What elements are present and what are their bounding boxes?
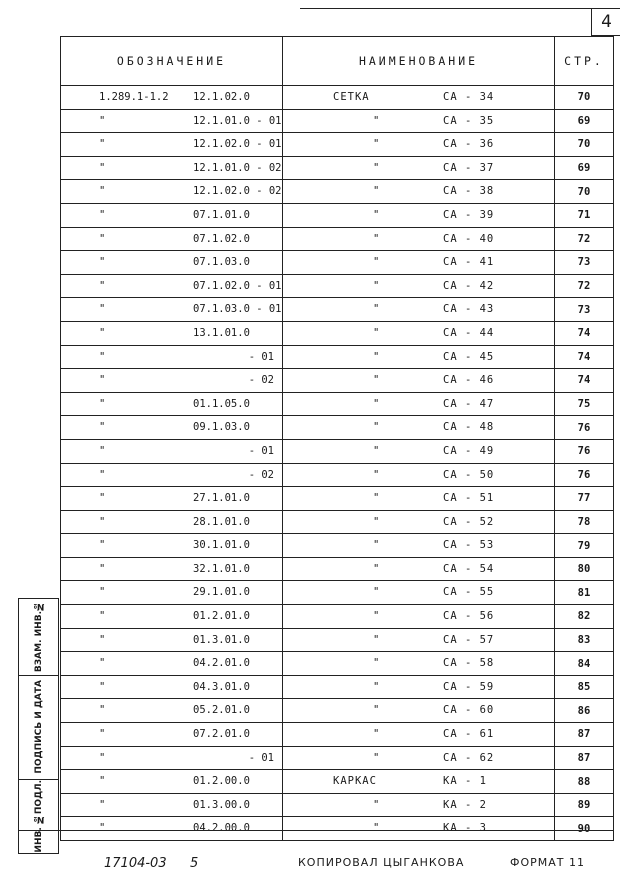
code-prefix: " — [99, 633, 106, 646]
code-cell — [61, 817, 283, 841]
item-code: СА - 42 — [443, 279, 495, 292]
code-cell — [61, 723, 283, 747]
page-ref: 73 — [555, 298, 614, 322]
page-ref: 70 — [555, 180, 614, 204]
table-row — [61, 203, 614, 227]
table-row — [61, 652, 614, 676]
name-cell — [283, 793, 555, 817]
name-cell — [283, 605, 555, 629]
name-cell — [283, 180, 555, 204]
ditto-mark: " — [373, 633, 380, 646]
code-cell — [61, 274, 283, 298]
code-cell — [61, 487, 283, 511]
code-cell — [61, 557, 283, 581]
item-code: СА - 52 — [443, 515, 495, 528]
ditto-mark: " — [373, 374, 380, 387]
code-value: 04.2.00.0 — [193, 822, 250, 835]
ditto-mark: " — [373, 515, 380, 528]
table-row — [61, 274, 614, 298]
ditto-mark: " — [373, 586, 380, 599]
item-code: КА - 1 — [443, 775, 487, 788]
name-cell — [283, 675, 555, 699]
name-cell — [283, 298, 555, 322]
table-row — [61, 463, 614, 487]
name-cell — [283, 274, 555, 298]
code-cell — [61, 203, 283, 227]
table-row — [61, 605, 614, 629]
table-row — [61, 439, 614, 463]
name-cell — [283, 369, 555, 393]
name-cell — [283, 156, 555, 180]
name-cell — [283, 652, 555, 676]
page-number — [591, 8, 620, 36]
page-ref: 87 — [555, 723, 614, 747]
code-cell — [61, 581, 283, 605]
code-prefix: " — [99, 822, 106, 835]
code-cell — [61, 133, 283, 157]
table-row — [61, 416, 614, 440]
table-row — [61, 510, 614, 534]
table-row — [61, 628, 614, 652]
code-cell — [61, 109, 283, 133]
code-prefix: " — [99, 208, 106, 221]
header-page: СТР. — [555, 37, 614, 86]
code-suffix: - 01 — [248, 751, 274, 764]
name-cell — [283, 581, 555, 605]
code-prefix: " — [99, 185, 106, 198]
page-ref: 76 — [555, 439, 614, 463]
ditto-mark: " — [373, 161, 380, 174]
name-cell — [283, 534, 555, 558]
code-cell — [61, 392, 283, 416]
code-cell — [61, 628, 283, 652]
stamp-signature-date — [19, 675, 58, 780]
code-prefix: " — [99, 279, 106, 292]
code-cell — [61, 699, 283, 723]
table-row — [61, 557, 614, 581]
page-ref: 83 — [555, 628, 614, 652]
code-value: 12.1.01.0 - 02 — [193, 161, 282, 174]
code-value: 01.2.01.0 — [193, 610, 250, 623]
ditto-mark: " — [373, 798, 380, 811]
name-cell — [283, 746, 555, 770]
table-row — [61, 86, 614, 110]
table-row — [61, 392, 614, 416]
page-ref: 87 — [555, 746, 614, 770]
page-ref: 88 — [555, 770, 614, 794]
page-ref: 74 — [555, 369, 614, 393]
item-code: СА - 38 — [443, 185, 495, 198]
code-value: 07.1.02.0 - 01 — [193, 279, 282, 292]
ditto-mark: " — [373, 185, 380, 198]
item-code: СА - 57 — [443, 633, 495, 646]
code-prefix: " — [99, 161, 106, 174]
page-ref: 77 — [555, 487, 614, 511]
code-value: 07.2.01.0 — [193, 728, 250, 741]
ditto-mark: " — [373, 256, 380, 269]
page-ref: 78 — [555, 510, 614, 534]
name-cell — [283, 557, 555, 581]
code-prefix: " — [99, 138, 106, 151]
code-cell — [61, 369, 283, 393]
code-cell — [61, 416, 283, 440]
code-cell — [61, 675, 283, 699]
code-cell — [61, 510, 283, 534]
code-value: 01.2.00.0 — [193, 775, 250, 788]
ditto-mark: " — [373, 680, 380, 693]
item-code: СА - 47 — [443, 397, 495, 410]
ditto-mark: " — [373, 657, 380, 670]
code-prefix: " — [99, 728, 106, 741]
page-ref: 80 — [555, 557, 614, 581]
code-prefix: " — [99, 256, 106, 269]
code-cell — [61, 345, 283, 369]
code-value: 13.1.01.0 — [193, 326, 250, 339]
name-cell — [283, 345, 555, 369]
item-code: СА - 60 — [443, 704, 495, 717]
stamp-inv-replaced — [19, 599, 58, 676]
page-ref: 85 — [555, 675, 614, 699]
item-name: СЕТКА — [333, 91, 370, 103]
page-ref: 70 — [555, 133, 614, 157]
page-ref: 73 — [555, 251, 614, 275]
table-row — [61, 227, 614, 251]
name-cell — [283, 817, 555, 841]
code-value: 07.1.03.0 - 01 — [193, 303, 282, 316]
code-cell — [61, 86, 283, 110]
item-code: СА - 54 — [443, 562, 495, 575]
ditto-mark: " — [373, 539, 380, 552]
code-cell — [61, 770, 283, 794]
table-row — [61, 345, 614, 369]
item-code: СА - 62 — [443, 751, 495, 764]
page-ref: 72 — [555, 274, 614, 298]
item-code: СА - 53 — [443, 539, 495, 552]
code-value: 07.1.01.0 — [193, 208, 250, 221]
name-cell — [283, 723, 555, 747]
code-prefix: " — [99, 492, 106, 505]
ditto-mark: " — [373, 751, 380, 764]
name-cell — [283, 321, 555, 345]
code-prefix: " — [99, 114, 106, 127]
table-row — [61, 534, 614, 558]
code-cell — [61, 439, 283, 463]
ditto-mark: " — [373, 468, 380, 481]
item-code: СА - 44 — [443, 326, 495, 339]
table-row — [61, 180, 614, 204]
ditto-mark: " — [373, 610, 380, 623]
page-ref: 76 — [555, 416, 614, 440]
name-cell — [283, 628, 555, 652]
item-code: СА - 59 — [443, 680, 495, 693]
code-prefix: " — [99, 303, 106, 316]
name-cell — [283, 251, 555, 275]
name-cell — [283, 86, 555, 110]
ditto-mark: " — [373, 822, 380, 835]
page-ref: 70 — [555, 86, 614, 110]
name-cell — [283, 463, 555, 487]
table-row — [61, 770, 614, 794]
code-value: 28.1.01.0 — [193, 515, 250, 528]
table-row — [61, 298, 614, 322]
code-prefix: " — [99, 586, 106, 599]
code-prefix: " — [99, 374, 106, 387]
code-suffix: - 01 — [248, 350, 274, 363]
code-suffix: - 02 — [248, 374, 274, 387]
code-cell — [61, 156, 283, 180]
item-code: СА - 37 — [443, 161, 495, 174]
code-prefix: " — [99, 468, 106, 481]
table-row — [61, 321, 614, 345]
code-value: 12.1.02.0 - 01 — [193, 138, 282, 151]
code-prefix: 1.289.1-1.2 — [99, 91, 169, 103]
code-prefix: " — [99, 775, 106, 788]
code-cell — [61, 298, 283, 322]
table-row — [61, 369, 614, 393]
footer-copied-by: КОПИРОВАЛ ЦЫГАНКОВА — [298, 856, 465, 869]
item-code: СА - 58 — [443, 657, 495, 670]
item-code: СА - 50 — [443, 468, 495, 481]
table-row — [61, 581, 614, 605]
code-cell — [61, 534, 283, 558]
page-ref: 84 — [555, 652, 614, 676]
name-cell — [283, 416, 555, 440]
name-cell — [283, 203, 555, 227]
code-value: 12.1.02.0 - 02 — [193, 185, 282, 198]
name-cell — [283, 227, 555, 251]
code-prefix: " — [99, 657, 106, 670]
code-prefix: " — [99, 562, 106, 575]
page-ref: 82 — [555, 605, 614, 629]
footer-sheet: 5 — [190, 856, 199, 871]
item-code: КА - 3 — [443, 822, 487, 835]
table-row — [61, 793, 614, 817]
page-ref: 74 — [555, 345, 614, 369]
ditto-mark: " — [373, 444, 380, 457]
ditto-mark: " — [373, 279, 380, 292]
code-suffix: - 02 — [248, 468, 274, 481]
item-code: СА - 36 — [443, 138, 495, 151]
ditto-mark: " — [373, 350, 380, 363]
item-code: СА - 40 — [443, 232, 495, 245]
code-value: 04.3.01.0 — [193, 680, 250, 693]
code-cell — [61, 746, 283, 770]
ditto-mark: " — [373, 492, 380, 505]
stamp-inv-original-label: ИНВ. №ПОДЛ. — [33, 779, 44, 853]
page-ref: 86 — [555, 699, 614, 723]
code-value: 29.1.01.0 — [193, 586, 250, 599]
item-code: СА - 39 — [443, 208, 495, 221]
code-prefix: " — [99, 421, 106, 434]
code-value: 07.1.03.0 — [193, 256, 250, 269]
item-code: СА - 51 — [443, 492, 495, 505]
header-name: НАИМЕНОВАНИЕ — [283, 37, 555, 86]
page-number-text: 4 — [601, 11, 612, 32]
name-cell — [283, 510, 555, 534]
item-code: СА - 34 — [443, 91, 495, 103]
code-prefix: " — [99, 680, 106, 693]
page-ref: 90 — [555, 817, 614, 841]
code-prefix: " — [99, 751, 106, 764]
name-cell — [283, 392, 555, 416]
ditto-mark: " — [373, 138, 380, 151]
page-ref: 79 — [555, 534, 614, 558]
code-value: 12.1.02.0 — [193, 91, 250, 103]
name-cell — [283, 699, 555, 723]
item-code: СА - 45 — [443, 350, 495, 363]
code-cell — [61, 227, 283, 251]
item-code: СА - 35 — [443, 114, 495, 127]
item-code: СА - 61 — [443, 728, 495, 741]
footer-inventory: 17104-03 — [104, 856, 167, 871]
item-code: СА - 48 — [443, 421, 495, 434]
code-cell — [61, 605, 283, 629]
code-prefix: " — [99, 539, 106, 552]
item-code: СА - 49 — [443, 444, 495, 457]
name-cell — [283, 133, 555, 157]
code-cell — [61, 251, 283, 275]
code-prefix: " — [99, 397, 106, 410]
item-code: СА - 43 — [443, 303, 495, 316]
code-prefix: " — [99, 704, 106, 717]
code-suffix: - 01 — [248, 444, 274, 457]
code-prefix: " — [99, 798, 106, 811]
table-row — [61, 487, 614, 511]
name-cell — [283, 770, 555, 794]
ditto-mark: " — [373, 326, 380, 339]
stamp-inv-original — [19, 779, 58, 853]
table-row — [61, 675, 614, 699]
name-cell — [283, 439, 555, 463]
header-code: ОБОЗНАЧЕНИЕ — [61, 37, 283, 86]
ditto-mark: " — [373, 421, 380, 434]
code-prefix: " — [99, 232, 106, 245]
table-row — [61, 156, 614, 180]
page-ref: 81 — [555, 581, 614, 605]
bottom-rule — [18, 830, 613, 831]
item-code: КА - 2 — [443, 798, 487, 811]
table-row — [61, 109, 614, 133]
item-name: КАРКАС — [333, 775, 377, 788]
ditto-mark: " — [373, 232, 380, 245]
code-value: 12.1.01.0 - 01 — [193, 114, 282, 127]
item-code: СА - 56 — [443, 610, 495, 623]
page-ref: 75 — [555, 392, 614, 416]
ditto-mark: " — [373, 208, 380, 221]
page-ref: 71 — [555, 203, 614, 227]
code-value: 07.1.02.0 — [193, 232, 250, 245]
item-code: СА - 46 — [443, 374, 495, 387]
code-prefix: " — [99, 515, 106, 528]
table-row — [61, 746, 614, 770]
code-value: 32.1.01.0 — [193, 562, 250, 575]
code-value: 05.2.01.0 — [193, 704, 250, 717]
stamp-inv-replaced-label: ВЗАМ. ИНВ.№ — [33, 601, 44, 673]
ditto-mark: " — [373, 114, 380, 127]
code-value: 04.2.01.0 — [193, 657, 250, 670]
ditto-mark: " — [373, 397, 380, 410]
page-ref: 72 — [555, 227, 614, 251]
code-cell — [61, 321, 283, 345]
code-prefix: " — [99, 326, 106, 339]
code-cell — [61, 652, 283, 676]
table-row — [61, 817, 614, 841]
code-prefix: " — [99, 444, 106, 457]
table-header-row — [61, 37, 614, 86]
code-value: 30.1.01.0 — [193, 539, 250, 552]
table-row — [61, 251, 614, 275]
ditto-mark: " — [373, 728, 380, 741]
code-cell — [61, 793, 283, 817]
table-row — [61, 699, 614, 723]
code-value: 01.3.01.0 — [193, 633, 250, 646]
code-prefix: " — [99, 350, 106, 363]
page-ref: 74 — [555, 321, 614, 345]
page-ref: 76 — [555, 463, 614, 487]
item-code: СА - 55 — [443, 586, 495, 599]
code-value: 27.1.01.0 — [193, 492, 250, 505]
specification-table — [60, 36, 614, 841]
page-ref: 69 — [555, 156, 614, 180]
footer-format: ФОРМАТ 11 — [510, 856, 585, 869]
stamp-signature-date-label: ПОДПИСЬ И ДАТА — [33, 680, 44, 774]
code-value: 01.3.00.0 — [193, 798, 250, 811]
code-cell — [61, 463, 283, 487]
code-cell — [61, 180, 283, 204]
name-cell — [283, 487, 555, 511]
name-cell — [283, 109, 555, 133]
table-row — [61, 133, 614, 157]
item-code: СА - 41 — [443, 256, 495, 269]
page-ref: 69 — [555, 109, 614, 133]
side-stamp — [18, 598, 59, 854]
page-ref: 89 — [555, 793, 614, 817]
code-prefix: " — [99, 610, 106, 623]
code-value: 01.1.05.0 — [193, 397, 250, 410]
ditto-mark: " — [373, 704, 380, 717]
ditto-mark: " — [373, 303, 380, 316]
table-row — [61, 723, 614, 747]
code-value: 09.1.03.0 — [193, 421, 250, 434]
top-rule — [300, 8, 620, 9]
ditto-mark: " — [373, 562, 380, 575]
